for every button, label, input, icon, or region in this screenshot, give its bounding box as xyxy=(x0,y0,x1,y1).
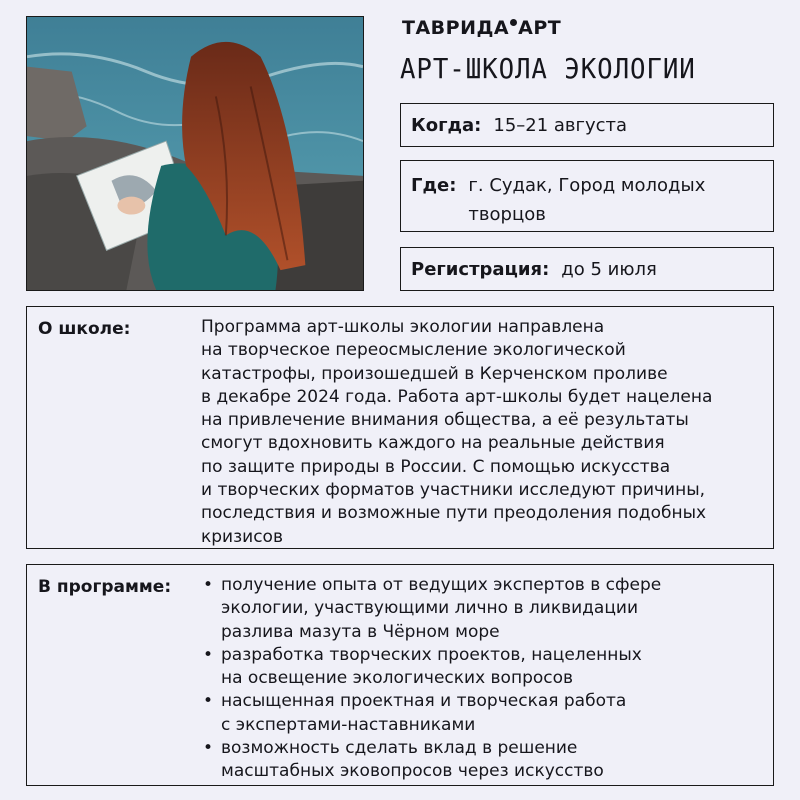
registration-value: до 5 июля xyxy=(561,258,657,280)
program-list xyxy=(201,574,771,784)
about-label: О школе: xyxy=(38,319,131,339)
brand-name-right: АРТ xyxy=(518,17,562,39)
list-item: • разработка творческих проектов, нацеленных на освещение экологических вопросов xyxy=(201,644,771,691)
photo-illustration xyxy=(27,17,363,290)
list-item: • возможность сделать вклад в решение масштабных эковопросов через искусство xyxy=(201,737,771,784)
when-label: Когда: xyxy=(411,114,482,136)
info-registration xyxy=(400,247,774,291)
hero-photo xyxy=(26,16,364,291)
info-when xyxy=(400,103,774,147)
info-where xyxy=(400,160,774,232)
brand-name-left: ТАВРИДА xyxy=(402,17,510,39)
registration-label: Регистрация: xyxy=(411,258,550,280)
brand-logo xyxy=(402,17,561,39)
about-text: Программа арт-школы экологии направлена на творческое переосмысление экологической катастрофы, произошедшей в Керченском проливе в декабре 2024 года. Работа арт-школы будет нацелена на привлечение внимания общества, а её результаты смогут вдохновить каждого на реальные действия по защите природы в России. С помощью искусства и творческих форматов участники исследуют причины, последствия и возможные пути преодоления подобных кризисов xyxy=(201,317,713,547)
when-value: 15–21 августа xyxy=(493,114,628,136)
where-label: Где: xyxy=(411,175,457,196)
page-title: АРТ-ШКОЛА ЭКОЛОГИИ xyxy=(400,52,696,85)
about-section xyxy=(26,306,774,549)
program-label: В программе: xyxy=(38,577,172,597)
list-item: • насыщенная проектная и творческая работа с экспертами-наставниками xyxy=(201,690,771,737)
where-value: г. Судак, Город молодых творцов xyxy=(468,175,706,225)
list-item: • получение опыта от ведущих экспертов в сфере экологии, участвующими лично в ликвидации разлива мазута в Чёрном море xyxy=(201,574,771,644)
brand-dot-icon xyxy=(510,19,517,26)
program-section xyxy=(26,564,774,786)
